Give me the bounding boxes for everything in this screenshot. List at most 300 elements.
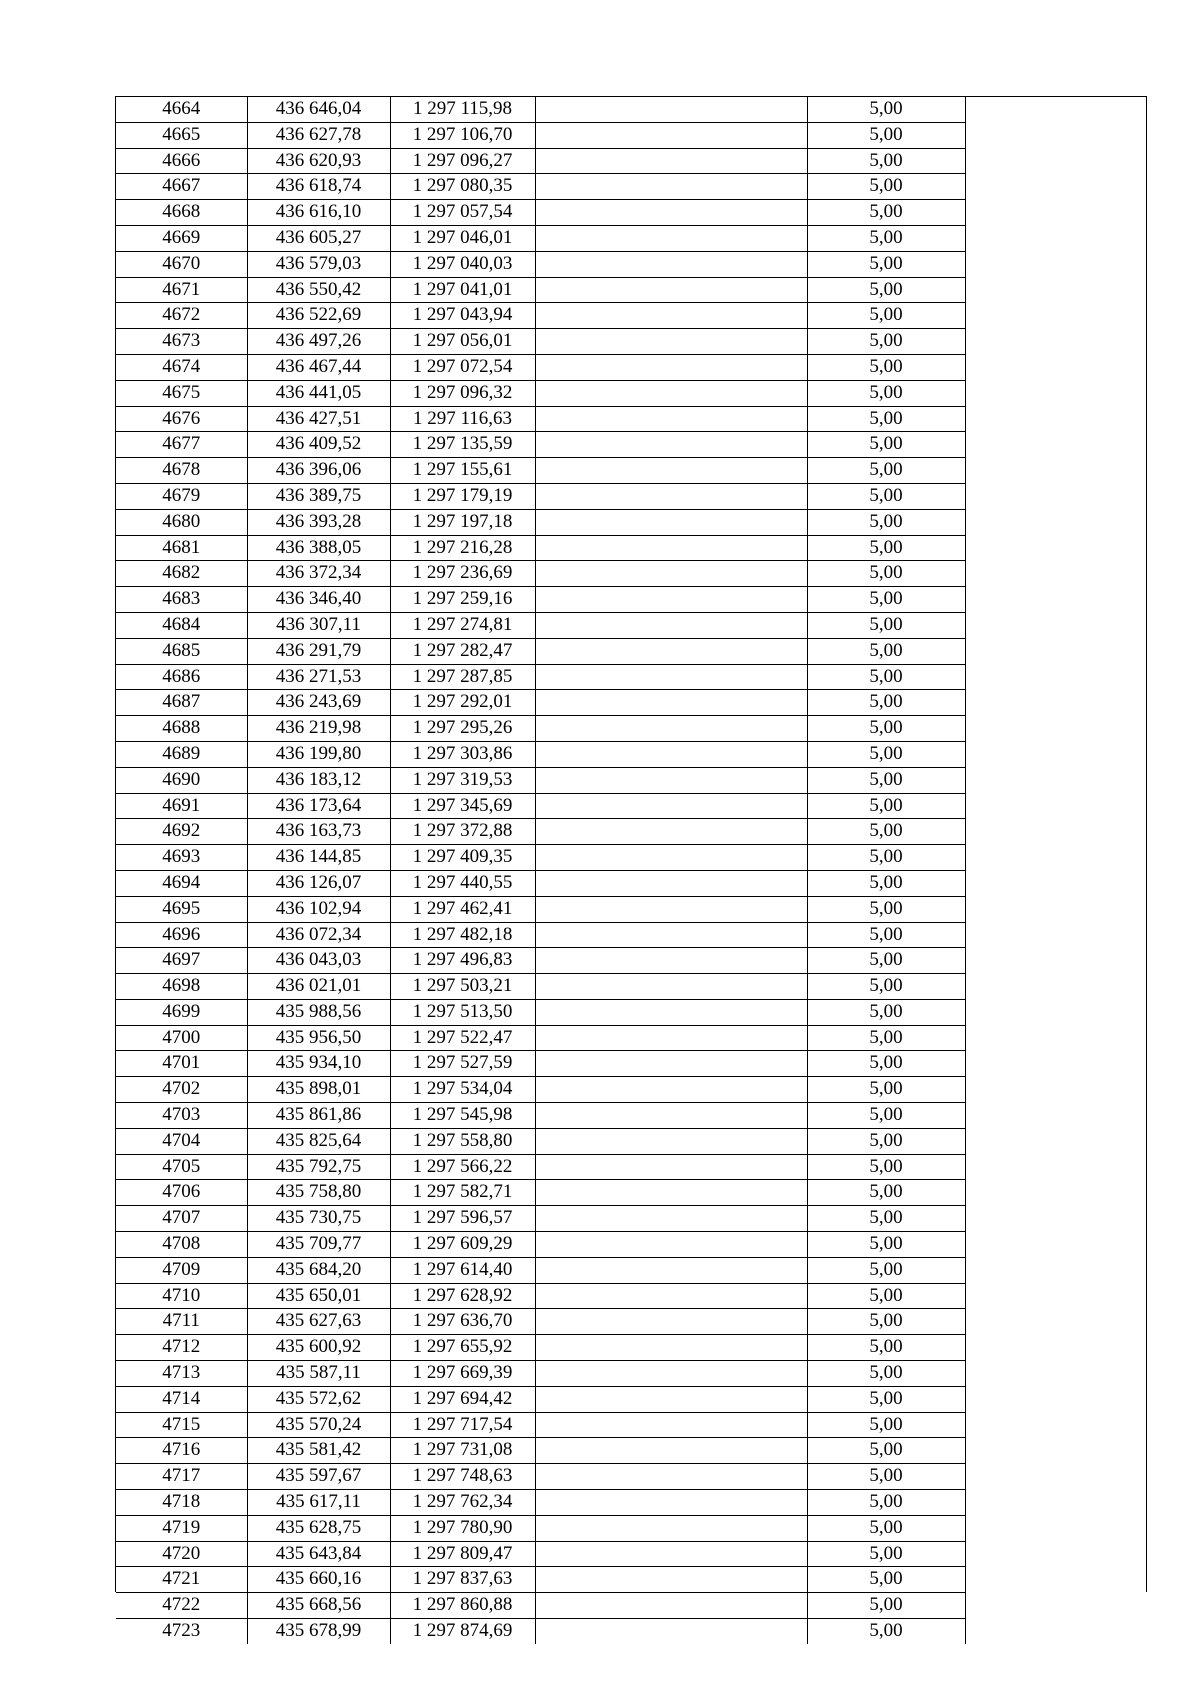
value-cell: 5,00 [807,1619,965,1644]
empty-cell [965,483,1148,509]
table-row [116,999,1148,1025]
x-coordinate-cell: 436 043,03 [247,948,390,974]
table-row [116,354,1148,380]
x-coordinate-cell: 436 605,27 [247,225,390,251]
value-cell: 5,00 [807,1128,965,1154]
table-body [116,97,1148,1644]
x-coordinate-cell: 435 660,16 [247,1567,390,1593]
empty-cell [535,587,807,613]
point-number-cell: 4666 [116,148,247,174]
table-row [116,1541,1148,1567]
y-coordinate-cell: 1 297 582,71 [390,1180,535,1206]
y-coordinate-cell: 1 297 096,27 [390,148,535,174]
y-coordinate-cell: 1 297 636,70 [390,1309,535,1335]
empty-cell [535,561,807,587]
point-number-cell: 4676 [116,406,247,432]
point-number-cell: 4672 [116,303,247,329]
y-coordinate-cell: 1 297 274,81 [390,612,535,638]
value-cell: 5,00 [807,458,965,484]
y-coordinate-cell: 1 297 303,86 [390,741,535,767]
y-coordinate-cell: 1 297 046,01 [390,225,535,251]
point-number-cell: 4670 [116,251,247,277]
x-coordinate-cell: 436 072,34 [247,922,390,948]
x-coordinate-cell: 435 684,20 [247,1257,390,1283]
empty-cell [535,1180,807,1206]
value-cell: 5,00 [807,1232,965,1258]
x-coordinate-cell: 436 372,34 [247,561,390,587]
empty-cell [535,1103,807,1129]
value-cell: 5,00 [807,483,965,509]
x-coordinate-cell: 435 668,56 [247,1593,390,1619]
empty-cell [965,1025,1148,1051]
point-number-cell: 4707 [116,1206,247,1232]
empty-cell [535,1619,807,1644]
x-coordinate-cell: 436 467,44 [247,354,390,380]
x-coordinate-cell: 435 709,77 [247,1232,390,1258]
x-coordinate-cell: 435 617,11 [247,1490,390,1516]
value-cell: 5,00 [807,999,965,1025]
empty-cell [535,1283,807,1309]
value-cell: 5,00 [807,974,965,1000]
y-coordinate-cell: 1 297 762,34 [390,1490,535,1516]
y-coordinate-cell: 1 297 041,01 [390,277,535,303]
empty-cell [535,483,807,509]
point-number-cell: 4688 [116,716,247,742]
empty-cell [965,1490,1148,1516]
empty-cell [965,277,1148,303]
empty-cell [535,1154,807,1180]
point-number-cell: 4710 [116,1283,247,1309]
value-cell: 5,00 [807,329,965,355]
table-row [116,122,1148,148]
point-number-cell: 4723 [116,1619,247,1644]
empty-cell [965,458,1148,484]
x-coordinate-cell: 435 792,75 [247,1154,390,1180]
point-number-cell: 4694 [116,870,247,896]
empty-cell [965,664,1148,690]
x-coordinate-cell: 435 758,80 [247,1180,390,1206]
point-number-cell: 4671 [116,277,247,303]
y-coordinate-cell: 1 297 115,98 [390,97,535,122]
value-cell: 5,00 [807,1515,965,1541]
y-coordinate-cell: 1 297 116,63 [390,406,535,432]
point-number-cell: 4685 [116,638,247,664]
value-cell: 5,00 [807,1464,965,1490]
empty-cell [965,587,1148,613]
point-number-cell: 4711 [116,1309,247,1335]
point-number-cell: 4691 [116,793,247,819]
point-number-cell: 4668 [116,200,247,226]
y-coordinate-cell: 1 297 596,57 [390,1206,535,1232]
y-coordinate-cell: 1 297 837,63 [390,1567,535,1593]
empty-cell [535,277,807,303]
point-number-cell: 4722 [116,1593,247,1619]
table-row [116,251,1148,277]
table-row [116,225,1148,251]
empty-cell [965,329,1148,355]
point-number-cell: 4699 [116,999,247,1025]
x-coordinate-cell: 436 441,05 [247,380,390,406]
empty-cell [535,716,807,742]
table-row [116,1464,1148,1490]
y-coordinate-cell: 1 297 614,40 [390,1257,535,1283]
empty-cell [965,1232,1148,1258]
x-coordinate-cell: 435 597,67 [247,1464,390,1490]
x-coordinate-cell: 436 627,78 [247,122,390,148]
x-coordinate-cell: 436 243,69 [247,690,390,716]
x-coordinate-cell: 436 550,42 [247,277,390,303]
x-coordinate-cell: 435 956,50 [247,1025,390,1051]
y-coordinate-cell: 1 297 513,50 [390,999,535,1025]
point-number-cell: 4681 [116,535,247,561]
point-number-cell: 4709 [116,1257,247,1283]
point-number-cell: 4704 [116,1128,247,1154]
empty-cell [535,432,807,458]
y-coordinate-cell: 1 297 155,61 [390,458,535,484]
value-cell: 5,00 [807,225,965,251]
table-row [116,1438,1148,1464]
value-cell: 5,00 [807,1567,965,1593]
value-cell: 5,00 [807,380,965,406]
point-number-cell: 4714 [116,1386,247,1412]
empty-cell [965,819,1148,845]
table-row [116,561,1148,587]
value-cell: 5,00 [807,612,965,638]
value-cell: 5,00 [807,1309,965,1335]
x-coordinate-cell: 435 600,92 [247,1335,390,1361]
x-coordinate-cell: 435 643,84 [247,1541,390,1567]
empty-cell [535,999,807,1025]
y-coordinate-cell: 1 297 409,35 [390,845,535,871]
empty-cell [535,1257,807,1283]
x-coordinate-cell: 435 861,86 [247,1103,390,1129]
table-row [116,1257,1148,1283]
y-coordinate-cell: 1 297 197,18 [390,509,535,535]
empty-cell [965,1438,1148,1464]
empty-cell [535,509,807,535]
empty-cell [535,1309,807,1335]
value-cell: 5,00 [807,948,965,974]
point-number-cell: 4706 [116,1180,247,1206]
x-coordinate-cell: 436 396,06 [247,458,390,484]
table-row [116,793,1148,819]
empty-cell [965,251,1148,277]
value-cell: 5,00 [807,1180,965,1206]
table-row [116,1051,1148,1077]
table-row [116,1283,1148,1309]
empty-cell [965,896,1148,922]
x-coordinate-cell: 436 393,28 [247,509,390,535]
table-row [116,406,1148,432]
y-coordinate-cell: 1 297 440,55 [390,870,535,896]
x-coordinate-cell: 435 627,63 [247,1309,390,1335]
empty-cell [965,612,1148,638]
empty-cell [965,1541,1148,1567]
table-row [116,509,1148,535]
empty-cell [535,1515,807,1541]
empty-cell [965,1206,1148,1232]
value-cell: 5,00 [807,1077,965,1103]
empty-cell [535,535,807,561]
empty-cell [965,690,1148,716]
empty-cell [965,380,1148,406]
value-cell: 5,00 [807,1541,965,1567]
empty-cell [535,1051,807,1077]
y-coordinate-cell: 1 297 135,59 [390,432,535,458]
x-coordinate-cell: 436 346,40 [247,587,390,613]
x-coordinate-cell: 436 409,52 [247,432,390,458]
point-number-cell: 4689 [116,741,247,767]
empty-cell [535,458,807,484]
point-number-cell: 4702 [116,1077,247,1103]
y-coordinate-cell: 1 297 287,85 [390,664,535,690]
y-coordinate-cell: 1 297 717,54 [390,1412,535,1438]
y-coordinate-cell: 1 297 106,70 [390,122,535,148]
table-row [116,922,1148,948]
table-row [116,1515,1148,1541]
empty-cell [535,1541,807,1567]
y-coordinate-cell: 1 297 043,94 [390,303,535,329]
table-row [116,458,1148,484]
x-coordinate-cell: 436 389,75 [247,483,390,509]
empty-cell [965,948,1148,974]
empty-cell [535,406,807,432]
point-number-cell: 4690 [116,767,247,793]
y-coordinate-cell: 1 297 179,19 [390,483,535,509]
table-row [116,767,1148,793]
x-coordinate-cell: 435 678,99 [247,1619,390,1644]
y-coordinate-cell: 1 297 694,42 [390,1386,535,1412]
empty-cell [965,638,1148,664]
x-coordinate-cell: 435 572,62 [247,1386,390,1412]
y-coordinate-cell: 1 297 080,35 [390,174,535,200]
empty-cell [965,1567,1148,1593]
point-number-cell: 4693 [116,845,247,871]
empty-cell [535,1438,807,1464]
y-coordinate-cell: 1 297 372,88 [390,819,535,845]
point-number-cell: 4686 [116,664,247,690]
empty-cell [535,329,807,355]
y-coordinate-cell: 1 297 345,69 [390,793,535,819]
value-cell: 5,00 [807,1103,965,1129]
value-cell: 5,00 [807,200,965,226]
point-number-cell: 4687 [116,690,247,716]
x-coordinate-cell: 435 628,75 [247,1515,390,1541]
point-number-cell: 4705 [116,1154,247,1180]
table-row [116,1103,1148,1129]
table-row [116,1593,1148,1619]
table-row [116,1206,1148,1232]
point-number-cell: 4682 [116,561,247,587]
point-number-cell: 4701 [116,1051,247,1077]
empty-cell [965,767,1148,793]
y-coordinate-cell: 1 297 462,41 [390,896,535,922]
point-number-cell: 4684 [116,612,247,638]
x-coordinate-cell: 435 898,01 [247,1077,390,1103]
empty-cell [965,1464,1148,1490]
value-cell: 5,00 [807,1257,965,1283]
x-coordinate-cell: 435 988,56 [247,999,390,1025]
table-row [116,1567,1148,1593]
y-coordinate-cell: 1 297 558,80 [390,1128,535,1154]
empty-cell [535,1567,807,1593]
value-cell: 5,00 [807,97,965,122]
value-cell: 5,00 [807,535,965,561]
x-coordinate-cell: 436 427,51 [247,406,390,432]
x-coordinate-cell: 436 183,12 [247,767,390,793]
value-cell: 5,00 [807,870,965,896]
y-coordinate-cell: 1 297 780,90 [390,1515,535,1541]
empty-cell [535,638,807,664]
point-number-cell: 4695 [116,896,247,922]
value-cell: 5,00 [807,664,965,690]
y-coordinate-cell: 1 297 503,21 [390,974,535,1000]
empty-cell [965,148,1148,174]
empty-cell [535,845,807,871]
y-coordinate-cell: 1 297 860,88 [390,1593,535,1619]
table-row [116,819,1148,845]
point-number-cell: 4697 [116,948,247,974]
empty-cell [535,690,807,716]
table-row [116,1361,1148,1387]
value-cell: 5,00 [807,277,965,303]
value-cell: 5,00 [807,1412,965,1438]
table-row [116,664,1148,690]
value-cell: 5,00 [807,1361,965,1387]
x-coordinate-cell: 436 307,11 [247,612,390,638]
point-number-cell: 4721 [116,1567,247,1593]
empty-cell [965,354,1148,380]
point-number-cell: 4700 [116,1025,247,1051]
value-cell: 5,00 [807,922,965,948]
table-row [116,1128,1148,1154]
x-coordinate-cell: 436 646,04 [247,97,390,122]
y-coordinate-cell: 1 297 259,16 [390,587,535,613]
empty-cell [535,793,807,819]
value-cell: 5,00 [807,1025,965,1051]
empty-cell [965,1386,1148,1412]
empty-cell [965,1412,1148,1438]
point-number-cell: 4665 [116,122,247,148]
value-cell: 5,00 [807,767,965,793]
table-row [116,200,1148,226]
value-cell: 5,00 [807,1438,965,1464]
table-row [116,948,1148,974]
empty-cell [535,922,807,948]
empty-cell [965,1593,1148,1619]
y-coordinate-cell: 1 297 809,47 [390,1541,535,1567]
empty-cell [965,793,1148,819]
empty-cell [535,1593,807,1619]
empty-cell [965,1051,1148,1077]
empty-cell [965,1309,1148,1335]
table-row [116,1490,1148,1516]
empty-cell [535,1386,807,1412]
point-number-cell: 4696 [116,922,247,948]
point-number-cell: 4673 [116,329,247,355]
value-cell: 5,00 [807,1593,965,1619]
table-row [116,1335,1148,1361]
table-row [116,974,1148,1000]
empty-cell [965,122,1148,148]
empty-cell [535,1464,807,1490]
empty-cell [535,97,807,122]
table-row [116,432,1148,458]
x-coordinate-cell: 436 522,69 [247,303,390,329]
value-cell: 5,00 [807,587,965,613]
value-cell: 5,00 [807,845,965,871]
point-number-cell: 4703 [116,1103,247,1129]
y-coordinate-cell: 1 297 731,08 [390,1438,535,1464]
table-row [116,148,1148,174]
value-cell: 5,00 [807,354,965,380]
table-row [116,1154,1148,1180]
coordinate-table-sheet [115,96,1147,1642]
table-row [116,1180,1148,1206]
x-coordinate-cell: 436 618,74 [247,174,390,200]
x-coordinate-cell: 436 579,03 [247,251,390,277]
table-row [116,303,1148,329]
empty-cell [535,664,807,690]
point-number-cell: 4667 [116,174,247,200]
table-row [116,1025,1148,1051]
point-number-cell: 4715 [116,1412,247,1438]
empty-cell [535,896,807,922]
point-number-cell: 4712 [116,1335,247,1361]
y-coordinate-cell: 1 297 566,22 [390,1154,535,1180]
table-row [116,587,1148,613]
empty-cell [965,741,1148,767]
table-row [116,1619,1148,1644]
table-row [116,329,1148,355]
y-coordinate-cell: 1 297 628,92 [390,1283,535,1309]
x-coordinate-cell: 436 219,98 [247,716,390,742]
value-cell: 5,00 [807,406,965,432]
empty-cell [535,741,807,767]
point-number-cell: 4680 [116,509,247,535]
x-coordinate-cell: 436 021,01 [247,974,390,1000]
table-row [116,741,1148,767]
point-number-cell: 4698 [116,974,247,1000]
point-number-cell: 4708 [116,1232,247,1258]
empty-cell [535,303,807,329]
value-cell: 5,00 [807,638,965,664]
point-number-cell: 4713 [116,1361,247,1387]
value-cell: 5,00 [807,793,965,819]
empty-cell [965,1103,1148,1129]
x-coordinate-cell: 435 730,75 [247,1206,390,1232]
empty-cell [535,1412,807,1438]
x-coordinate-cell: 436 291,79 [247,638,390,664]
empty-cell [535,122,807,148]
point-number-cell: 4720 [116,1541,247,1567]
table-row [116,690,1148,716]
table-row [116,535,1148,561]
x-coordinate-cell: 436 620,93 [247,148,390,174]
empty-cell [535,870,807,896]
value-cell: 5,00 [807,509,965,535]
empty-cell [535,948,807,974]
empty-cell [535,1232,807,1258]
empty-cell [535,1128,807,1154]
value-cell: 5,00 [807,1283,965,1309]
empty-cell [965,999,1148,1025]
table-row [116,1386,1148,1412]
table-row [116,612,1148,638]
empty-cell [535,612,807,638]
table-row [116,1232,1148,1258]
empty-cell [965,716,1148,742]
